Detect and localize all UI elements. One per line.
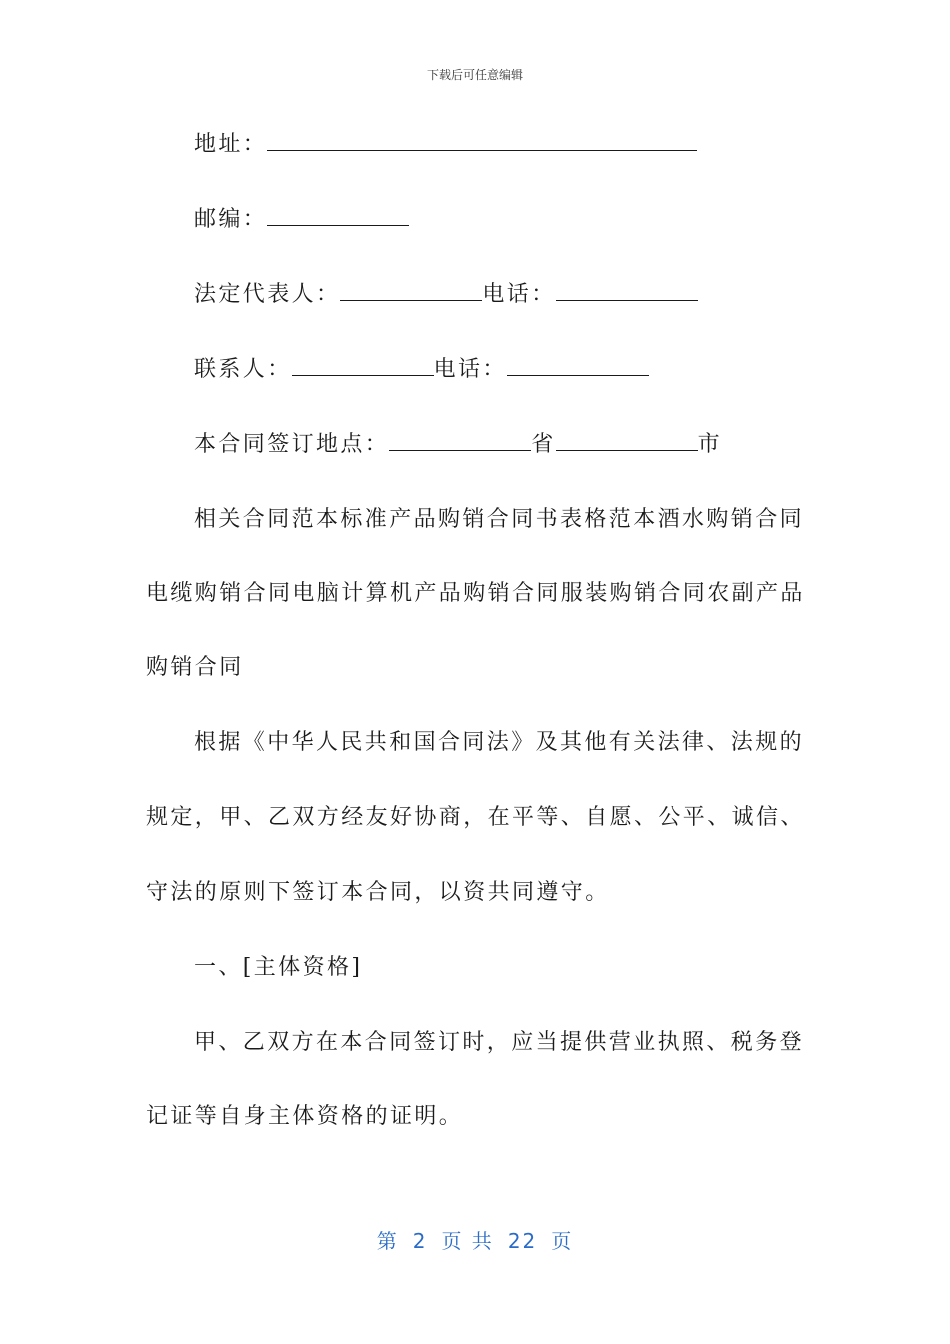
sign-place-row — [194, 430, 854, 460]
contact-row — [194, 355, 854, 385]
footer-middle: 页 共 — [441, 1229, 494, 1253]
legal-rep-field[interactable] — [340, 280, 482, 301]
address-row — [194, 130, 854, 160]
page-header: 下载后可任意编辑 — [426, 68, 523, 82]
legal-rep-label: 法定代表人： — [194, 282, 341, 307]
province-field[interactable] — [389, 430, 531, 451]
city-field[interactable] — [556, 430, 698, 451]
footer-prefix: 第 — [376, 1229, 399, 1253]
preamble-line-2: 规定，甲、乙双方经友好协商，在平等、自愿、公平、诚信、 — [146, 805, 805, 830]
phone-field-2[interactable] — [507, 355, 649, 376]
city-label: 市 — [697, 432, 723, 457]
phone-field-1[interactable] — [556, 280, 698, 301]
current-page-number: 2 — [412, 1229, 428, 1253]
sign-place-label: 本合同签订地点： — [194, 432, 390, 457]
phone-label-1: 电话： — [482, 282, 556, 307]
footer-suffix: 页 — [551, 1229, 574, 1253]
postcode-label: 邮编： — [194, 207, 268, 232]
contact-label: 联系人： — [194, 357, 292, 382]
page-footer — [0, 1225, 950, 1254]
address-label: 地址： — [194, 132, 268, 157]
postcode-field[interactable] — [267, 205, 409, 226]
related-line-2: 电缆购销合同电脑计算机产品购销合同服装购销合同农副产品 — [146, 581, 805, 606]
postcode-row — [194, 205, 854, 235]
related-line-1: 相关合同范本标准产品购销合同书表格范本酒水购销合同 — [194, 507, 805, 532]
contact-field[interactable] — [292, 355, 434, 376]
phone-label-2: 电话： — [433, 357, 507, 382]
section1-heading: 一、[主体资格] — [194, 955, 363, 980]
address-field[interactable] — [267, 130, 697, 151]
total-pages-number: 22 — [507, 1229, 538, 1253]
section1-line-2: 记证等自身主体资格的证明。 — [146, 1104, 464, 1129]
related-line-3: 购销合同 — [146, 655, 244, 680]
section1-line-1: 甲、乙双方在本合同签订时，应当提供营业执照、税务登 — [194, 1030, 805, 1055]
province-label: 省 — [531, 432, 556, 457]
preamble-line-1: 根据《中华人民共和国合同法》及其他有关法律、法规的 — [194, 730, 805, 755]
preamble-line-3: 守法的原则下签订本合同，以资共同遵守。 — [146, 880, 610, 905]
legal-rep-row — [194, 280, 854, 310]
